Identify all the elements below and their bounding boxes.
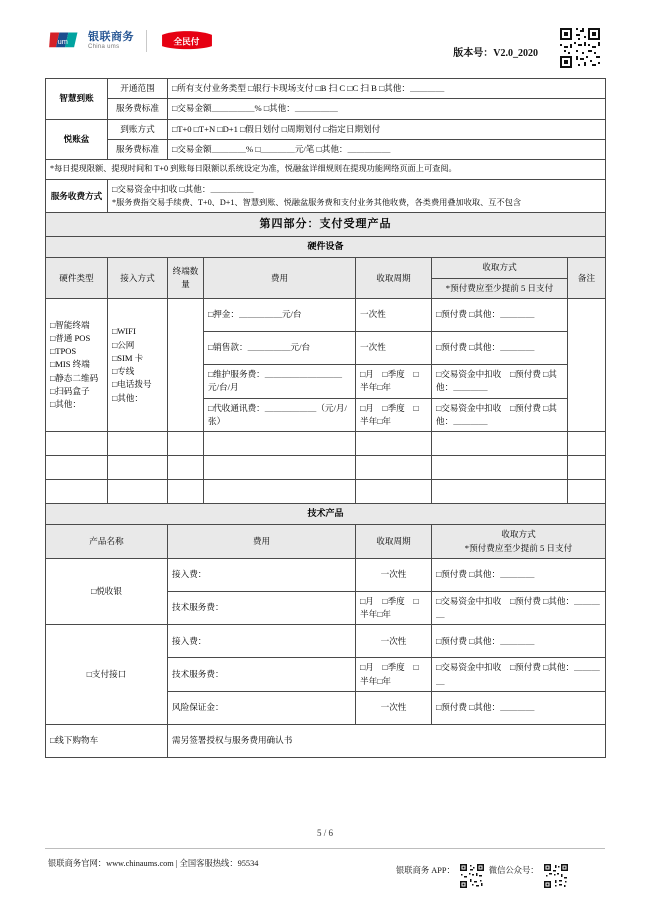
page-number: 5 / 6 [316, 828, 333, 838]
cell-value-options[interactable]: □交易金额＿＿＿＿% □＿＿＿＿元/笔 □其他：＿＿＿＿＿ [168, 139, 606, 159]
version-label: 版本号：V2.0_2020 [453, 48, 538, 59]
fee-maintenance[interactable]: □维护服务费：＿＿＿＿＿＿＿＿＿元/台/月 [204, 365, 356, 399]
cycle-risk-deposit: 一次性 [356, 692, 432, 725]
cycle-access: 一次性 [356, 558, 432, 591]
footer-qr-group [396, 857, 573, 883]
table-row [46, 525, 606, 559]
header-cycle: 收取周期 [356, 258, 432, 299]
table-row [46, 725, 606, 758]
header-tech-method [432, 525, 606, 559]
cell-sub-label: 到账方式 [108, 119, 168, 139]
fee-method-note: *服务费指交易手续费、T+0、D+1、智慧到账、悦融盆服务费和支付业务其他收费，各类费用叠加收取、互不包含 [112, 198, 522, 208]
footer-contact: 银联商务官网：www.chinaums.com | 全国客服热线：95534 [48, 859, 259, 868]
option-other[interactable]: □其他： [112, 392, 143, 403]
blank-cell[interactable] [46, 456, 108, 480]
fee-tech-service[interactable]: 技术服务费： [168, 658, 356, 692]
hardware-section-title: 硬件设备 [46, 237, 606, 258]
fee-method-options[interactable]: □交易资金中扣收 □其他：＿＿＿＿＿ [112, 183, 254, 194]
method-deposit[interactable]: □预付费 □其他：＿＿＿＿ [432, 299, 568, 332]
section-title: 第四部分：支付受理产品 [46, 213, 606, 237]
table-row [46, 299, 606, 332]
header-tech-fee: 费用 [168, 525, 356, 559]
cycle-access: 一次性 [356, 625, 432, 658]
table-row [46, 504, 606, 525]
option-wifi[interactable]: □WIFI [112, 326, 136, 337]
method-sales[interactable]: □预付费 □其他：＿＿＿＿ [432, 332, 568, 365]
blank-cell[interactable] [204, 432, 356, 456]
table-row [46, 558, 606, 591]
cycle-communication[interactable]: □月 □季度 □半年□年 [356, 398, 432, 432]
table-row [46, 99, 606, 119]
header-access-method: 接入方式 [108, 258, 168, 299]
cell-sub-label: 服务费标准 [108, 139, 168, 159]
qr-code-icon [558, 26, 602, 70]
qr-code-icon [543, 863, 569, 889]
footer-divider [45, 848, 605, 849]
blank-cell[interactable] [168, 480, 204, 504]
brand-text [88, 32, 134, 50]
header-collect-method: 收取方式 [432, 258, 568, 278]
blank-cell[interactable] [108, 480, 168, 504]
header-tech-method-note: *预付费应至少提前 5 日支付 [464, 542, 573, 553]
option-sim-card[interactable]: □SIM 卡 [112, 352, 144, 363]
option-mis-terminal[interactable]: □MIS 终端 [50, 359, 90, 370]
blank-cell[interactable] [432, 480, 568, 504]
header-hardware-type: 硬件类型 [46, 258, 108, 299]
table-row [46, 160, 606, 180]
table-row [46, 79, 606, 99]
unionpay-logo-icon [48, 30, 82, 52]
svg-text:um: um [57, 36, 68, 46]
option-dialup[interactable]: □电话拨号 [112, 379, 152, 390]
header-tech-cycle: 收取周期 [356, 525, 432, 559]
table-row [46, 213, 606, 237]
product-yueshouyin[interactable]: □悦收银 [46, 558, 168, 625]
table-row [46, 625, 606, 658]
option-dedicated-line[interactable]: □专线 [112, 366, 135, 377]
cell-value-options[interactable]: □T+0 □T+N □D+1 □假日划付 □周期划付 □指定日期划付 [168, 119, 606, 139]
cycle-deposit: 一次性 [356, 299, 432, 332]
table-row [46, 179, 606, 212]
fee-risk-deposit[interactable]: 风险保证金： [168, 692, 356, 725]
table-row-blank[interactable] [46, 480, 606, 504]
header-remark: 备注 [568, 258, 606, 299]
remark-cell[interactable] [568, 299, 606, 432]
footer-app-label: 银联商务 APP： [396, 866, 455, 875]
method-maintenance[interactable]: □交易资金中扣收 □预付费 □其他：＿＿＿＿ [432, 365, 568, 399]
fee-tech-service[interactable]: 技术服务费： [168, 591, 356, 625]
brand-name-cn: 银联商务 [88, 31, 134, 44]
settlement-note: *每日提现限额、提现时间和 T+0 到账每日限额以系统设定为准，悦融盆详细规则在提现功能网络页面上可查阅。 [46, 160, 606, 180]
option-public-network[interactable]: □公网 [112, 339, 135, 350]
tech-section-title: 技术产品 [46, 504, 606, 525]
qr-code-icon [459, 863, 485, 889]
fee-communication[interactable]: □代收通讯费：＿＿＿＿＿＿（元/月/张） [204, 398, 356, 432]
brand-logo [48, 30, 215, 52]
cycle-sales: 一次性 [356, 332, 432, 365]
cell-fee-method[interactable] [108, 179, 606, 212]
blank-cell[interactable] [568, 432, 606, 456]
blank-cell[interactable] [568, 480, 606, 504]
blank-cell[interactable] [432, 456, 568, 480]
blank-cell[interactable] [568, 456, 606, 480]
fee-sales[interactable]: □销售款：＿＿＿＿＿元/台 [204, 332, 356, 365]
row-label-yuezhangpen: 悦账盆 [46, 119, 108, 160]
table-row-blank[interactable] [46, 456, 606, 480]
hardware-type-options[interactable] [46, 299, 108, 432]
method-tech-service[interactable]: □交易资金中扣收 □预付费 □其他：＿＿＿＿ [432, 658, 606, 692]
method-risk-deposit[interactable]: □预付费 □其他：＿＿＿＿ [432, 692, 606, 725]
blank-cell[interactable] [356, 432, 432, 456]
row-label-smart-settle: 智慧到账 [46, 79, 108, 120]
offline-cart-note: 需另签署授权与服务费用确认书 [168, 725, 606, 758]
footer-wechat-label: 微信公众号： [488, 866, 539, 875]
option-normal-pos[interactable]: □普通 POS [50, 332, 91, 343]
row-label-fee-method: 服务收费方式 [46, 179, 108, 212]
fee-deposit[interactable]: □押金：＿＿＿＿＿元/台 [204, 299, 356, 332]
access-method-options[interactable] [108, 299, 168, 432]
blank-cell[interactable] [168, 456, 204, 480]
product-offline-cart[interactable]: □线下购物车 [46, 725, 168, 758]
option-smart-terminal[interactable]: □智能终端 [50, 319, 90, 330]
option-static-qr[interactable]: □静态二维码 [50, 372, 99, 383]
header-product-name: 产品名称 [46, 525, 168, 559]
fee-access[interactable]: 接入费： [168, 625, 356, 658]
method-tech-service[interactable]: □交易资金中扣收 □预付费 □其他：＿＿＿＿ [432, 591, 606, 625]
cycle-tech-service[interactable]: □月 □季度 □半年□年 [356, 658, 432, 692]
header-terminal-qty: 终端数量 [168, 258, 204, 299]
blank-cell[interactable] [108, 456, 168, 480]
method-access[interactable]: □预付费 □其他：＿＿＿＿ [432, 558, 606, 591]
terminal-qty-input[interactable] [168, 299, 204, 432]
cell-sub-label: 服务费标准 [108, 99, 168, 119]
option-other[interactable]: □其他： [50, 399, 81, 410]
blank-cell[interactable] [432, 432, 568, 456]
table-row [46, 119, 606, 139]
svg-text:全民付: 全民付 [173, 36, 200, 47]
table-row-blank[interactable] [46, 432, 606, 456]
blank-cell[interactable] [204, 456, 356, 480]
cell-value-options[interactable]: □交易金额＿＿＿＿＿% □其他：＿＿＿＿＿ [168, 99, 606, 119]
blank-cell[interactable] [204, 480, 356, 504]
table-row [46, 258, 606, 278]
blank-cell[interactable] [46, 432, 108, 456]
brand-name-en: China ums [88, 43, 120, 50]
table-row [46, 237, 606, 258]
option-scan-box[interactable]: □扫码盒子 [50, 386, 90, 397]
header-collect-method-note: *预付费应至少提前 5 日支付 [432, 278, 568, 298]
logo-divider [146, 30, 147, 52]
cycle-tech-service[interactable]: □月 □季度 □半年□年 [356, 591, 432, 625]
method-access[interactable]: □预付费 □其他：＿＿＿＿ [432, 625, 606, 658]
blank-cell[interactable] [108, 432, 168, 456]
header-tech-method-title: 收取方式 [501, 529, 536, 540]
method-communication[interactable]: □交易资金中扣收 □预付费 □其他：＿＿＿＿ [432, 398, 568, 432]
blank-cell[interactable] [168, 432, 204, 456]
quanminfu-badge [159, 30, 215, 52]
cycle-maintenance[interactable]: □月 □季度 □半年□年 [356, 365, 432, 399]
blank-cell[interactable] [356, 456, 432, 480]
cell-value-options[interactable]: □所有支付业务类型 □银行卡现场支付 □B 扫 C □C 扫 B □其他：＿＿＿＿ [168, 79, 606, 99]
blank-cell[interactable] [46, 480, 108, 504]
page-footer [0, 848, 650, 888]
quanminfu-badge-icon [159, 30, 215, 52]
page-header [0, 0, 650, 68]
fee-access[interactable]: 接入费： [168, 558, 356, 591]
contract-table [45, 78, 606, 758]
product-payment-interface[interactable]: □支付接口 [46, 625, 168, 725]
option-tpos[interactable]: □TPOS [50, 346, 77, 357]
blank-cell[interactable] [356, 480, 432, 504]
header-fee: 费用 [204, 258, 356, 299]
table-row [46, 139, 606, 159]
cell-sub-label: 开通范围 [108, 79, 168, 99]
